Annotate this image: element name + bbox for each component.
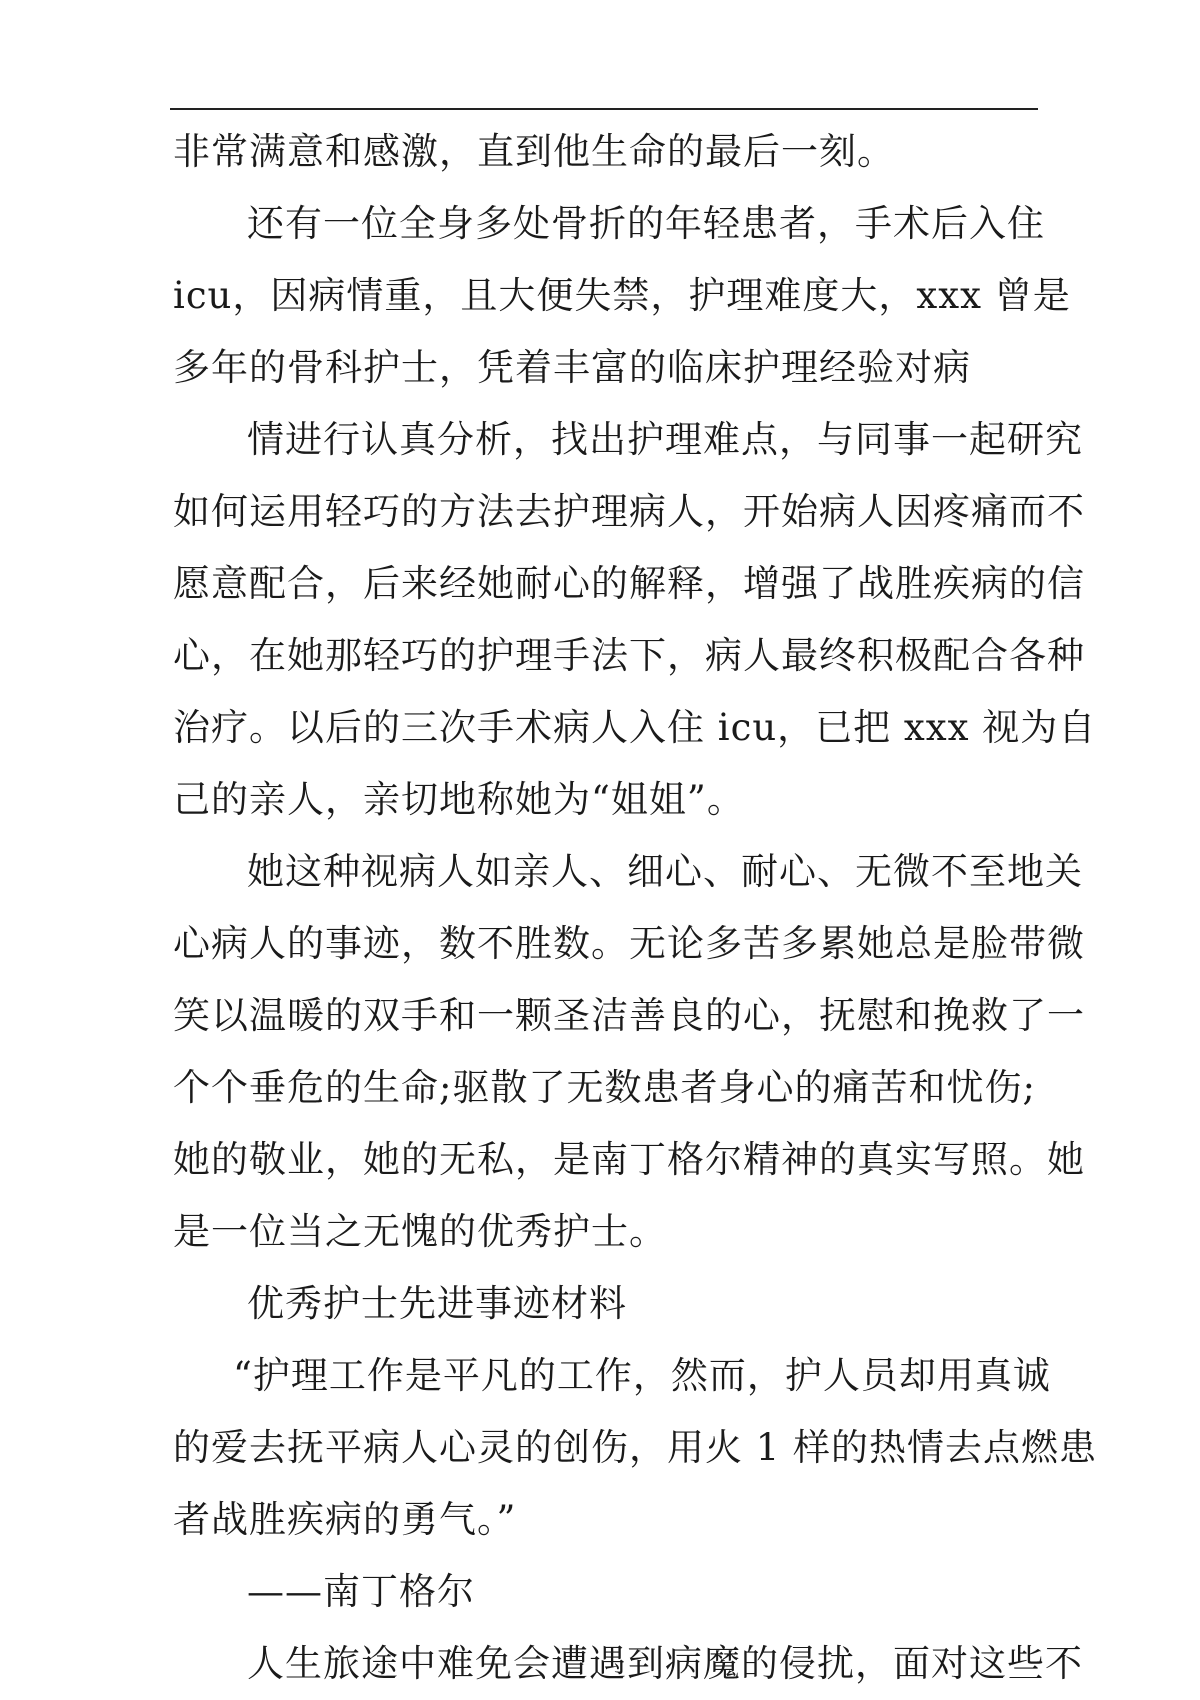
quote-start-line: “护理工作是平凡的工作，然而，护人员却用真诚 — [233, 1354, 1051, 1397]
text-line: 个个垂危的生命;驱散了无数患者身心的痛苦和忧伤; — [173, 1066, 1036, 1109]
body-text — [173, 116, 1098, 1700]
text-line: 是一位当之无愧的优秀护士。 — [173, 1210, 667, 1253]
paragraph-start-line: 还有一位全身多处骨折的年轻患者，手术后入住 — [247, 202, 1045, 245]
paragraph-start-line: 人生旅途中难免会遭遇到病魔的侵扰，面对这些不 — [247, 1642, 1083, 1685]
quote-line: 的爱去抚平病人心灵的创伤，用火 1 样的热情去点燃患 — [173, 1426, 1098, 1469]
text-line: 心，在她那轻巧的护理手法下，病人最终积极配合各种 — [173, 634, 1085, 677]
paragraph-start-line: 情进行认真分析，找出护理难点，与同事一起研究 — [247, 418, 1083, 461]
text-line: 笑以温暖的双手和一颗圣洁善良的心，抚慰和挽救了一 — [173, 994, 1085, 1037]
quote-line: 者战胜疾病的勇气。” — [173, 1498, 517, 1541]
paragraph-start-line: 她这种视病人如亲人、细心、耐心、无微不至地关 — [247, 850, 1083, 893]
quote-attribution: ——南丁格尔 — [247, 1570, 475, 1613]
text-line: 非常满意和感激，直到他生命的最后一刻。 — [173, 130, 895, 173]
text-line: 己的亲人，亲切地称她为“姐姐”。 — [173, 778, 745, 821]
header-rule — [170, 108, 1038, 110]
text-line: 愿意配合，后来经她耐心的解释，增强了战胜疾病的信 — [173, 562, 1085, 605]
section-heading: 优秀护士先进事迹材料 — [247, 1282, 627, 1325]
text-line: icu，因病情重，且大便失禁，护理难度大，xxx 曾是 — [173, 274, 1071, 317]
text-line: 多年的骨科护士，凭着丰富的临床护理经验对病 — [173, 346, 971, 389]
text-line: 治疗。以后的三次手术病人入住 icu，已把 xxx 视为自 — [173, 706, 1097, 749]
text-line: 她的敬业，她的无私，是南丁格尔精神的真实写照。她 — [173, 1138, 1085, 1181]
text-line: 如何运用轻巧的方法去护理病人，开始病人因疼痛而不 — [173, 490, 1085, 533]
text-line: 心病人的事迹，数不胜数。无论多苦多累她总是脸带微 — [173, 922, 1085, 965]
